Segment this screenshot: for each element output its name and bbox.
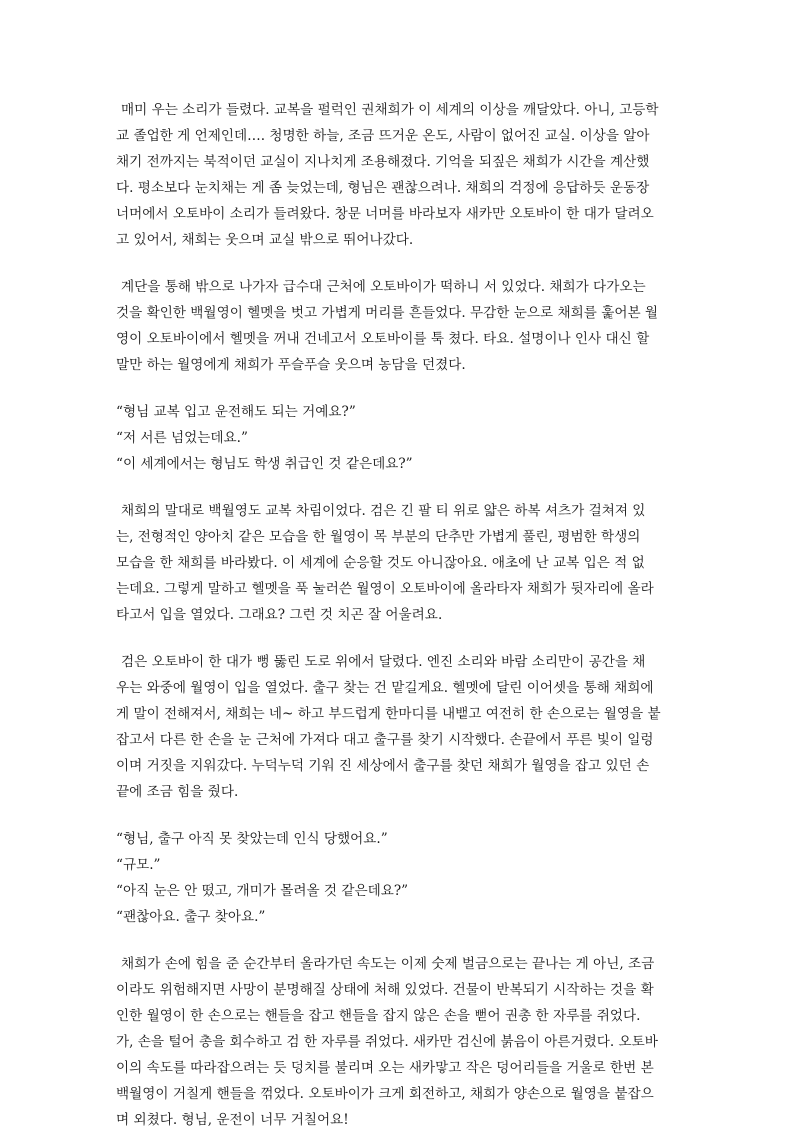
dialogue-line: “저 서른 넘었는데요.” [116, 430, 248, 446]
text-line: 백월영이 거칠게 핸들을 꺾었다. 오토바이가 크게 회전하고, 채희가 양손으로 월영을 붙잡으 [116, 1086, 654, 1102]
dialogue-block-1 [116, 399, 695, 477]
dialogue-line: “괜찮아요. 출구 찾아요.” [116, 909, 266, 925]
text-line: 것을 확인한 백월영이 헬멧을 벗고 가볍게 머리를 흔들었다. 무감한 눈으로 채희를 훑어본 월 [116, 305, 659, 321]
text-line: 다. 평소보다 눈치채는 게 좀 늦었는데, 형님은 괜찮으려나. 채희의 걱정에 응답하듯 운동장 [116, 180, 650, 196]
text-line: 가, 손을 털어 총을 회수하고 검 한 자루를 쥐었다. 새카만 검신에 붉음이 아른거렸다. 오토바 [116, 1034, 658, 1050]
paragraph-4 [116, 649, 695, 805]
text-line: 며 외쳤다. 형님, 운전이 너무 거칠어요! [116, 1112, 349, 1128]
text-line: 잡고서 다른 한 손을 눈 근처에 가져다 대고 출구를 찾기 시작했다. 손끝에서 푸른 빛이 일렁 [116, 732, 654, 748]
text-line: 는, 전형적인 양아치 같은 모습을 한 월영이 목 부분의 단추만 가볍게 풀린, 평범한 학생의 [116, 529, 641, 545]
dialogue-block-2 [116, 826, 695, 930]
text-line: 검은 오토바이 한 대가 뻥 뚫린 도로 위에서 달렸다. 엔진 소리와 바람 소리만이 공간을 채 [121, 654, 646, 670]
text-line: 이라도 위험해지면 사망이 분명해질 상태에 처해 있었다. 건물이 반복되기 시작하는 것을 확 [116, 982, 654, 998]
text-line: 영이 오토바이에서 헬멧을 꺼내 건네고서 오토바이를 툭 쳤다. 타요. 설명이나 인사 대신 할 [116, 331, 650, 347]
text-line: 타고서 입을 열었다. 그래요? 그런 것 치곤 잘 어울려요. [116, 607, 443, 623]
paragraph-2 [116, 274, 695, 378]
text-line: 교 졸업한 게 언제인데…. 청명한 하늘, 조금 뜨거운 온도, 사람이 없어진 교실. 이상을 알아 [116, 128, 650, 144]
dialogue-line: “형님, 출구 아직 못 찾았는데 인식 당했어요.” [116, 831, 388, 847]
text-line: 인한 월영이 한 손으로는 핸들을 잡고 핸들을 잡지 않은 손을 뻗어 권총 한 자루를 쥐었다. [116, 1008, 641, 1024]
text-line: 고 있어서, 채희는 웃으며 교실 밖으로 뛰어나갔다. [116, 232, 414, 248]
text-line: 너머에서 오토바이 소리가 들려왔다. 창문 너머를 바라보자 새카만 오토바이 한 대가 달려오 [116, 206, 654, 222]
text-line: 채희의 말대로 백월영도 교복 차림이었다. 검은 긴 팔 티 위로 얇은 하복 셔츠가 걸쳐져 있 [121, 503, 646, 519]
text-line: 이의 속도를 따라잡으려는 듯 덩치를 불리며 오는 새카맣고 작은 덩어리들을 거울로 한번 본 [116, 1060, 654, 1076]
text-line: 끝에 조금 힘을 줬다. [116, 784, 239, 800]
dialogue-line: “아직 눈은 안 떴고, 개미가 몰려올 것 같은데요?” [116, 883, 409, 899]
text-line: 매미 우는 소리가 들렸다. 교복을 펄럭인 권채희가 이 세계의 이상을 깨달았다. 아니, 고등학 [121, 102, 659, 118]
paragraph-3 [116, 498, 695, 628]
text-line: 채희가 손에 힘을 준 순간부터 올라가던 속도는 이제 숫제 벌금으로는 끝나는 게 아닌, 조금 [121, 956, 655, 972]
dialogue-line: “이 세계에서는 형님도 학생 취급인 것 같은데요?” [116, 456, 413, 472]
text-line: 계단을 통해 밖으로 나가자 급수대 근처에 오토바이가 떡하니 서 있었다. 채희가 다가오는 [121, 279, 646, 295]
text-line: 채기 전까지는 북적이던 교실이 지나치게 조용해졌다. 기억을 되짚은 채희가 시간을 계산했 [116, 154, 650, 170]
text-line: 이며 거짓을 지워갔다. 누덕누덕 기워 진 세상에서 출구를 찾던 채희가 월영을 잡고 있던 손 [116, 758, 650, 774]
text-line: 모습을 한 채희를 바라봤다. 이 세계에 순응할 것도 아니잖아요. 애초에 난 교복 입은 적 없 [116, 555, 645, 571]
paragraph-5 [116, 951, 695, 1133]
dialogue-line: “규모.” [116, 857, 161, 873]
text-line: 말만 하는 월영에게 채희가 푸슬푸슬 웃으며 농담을 던졌다. [116, 357, 466, 373]
text-line: 게 말이 전해져서, 채희는 네~ 하고 부드럽게 한마디를 내뱉고 여전히 한 손으로는 월영을 붙 [116, 706, 661, 722]
paragraph-1 [116, 97, 695, 253]
text-line: 는데요. 그렇게 말하고 헬멧을 푹 눌러쓴 월영이 오토바이에 올라타자 채희가 뒷자리에 올라 [116, 581, 654, 597]
text-line: 우는 와중에 월영이 입을 열었다. 출구 찾는 건 맡길게요. 헬멧에 달린 이어셋을 통해 채희에 [116, 680, 654, 696]
dialogue-line: “형님 교복 입고 운전해도 되는 거예요?” [116, 404, 356, 420]
